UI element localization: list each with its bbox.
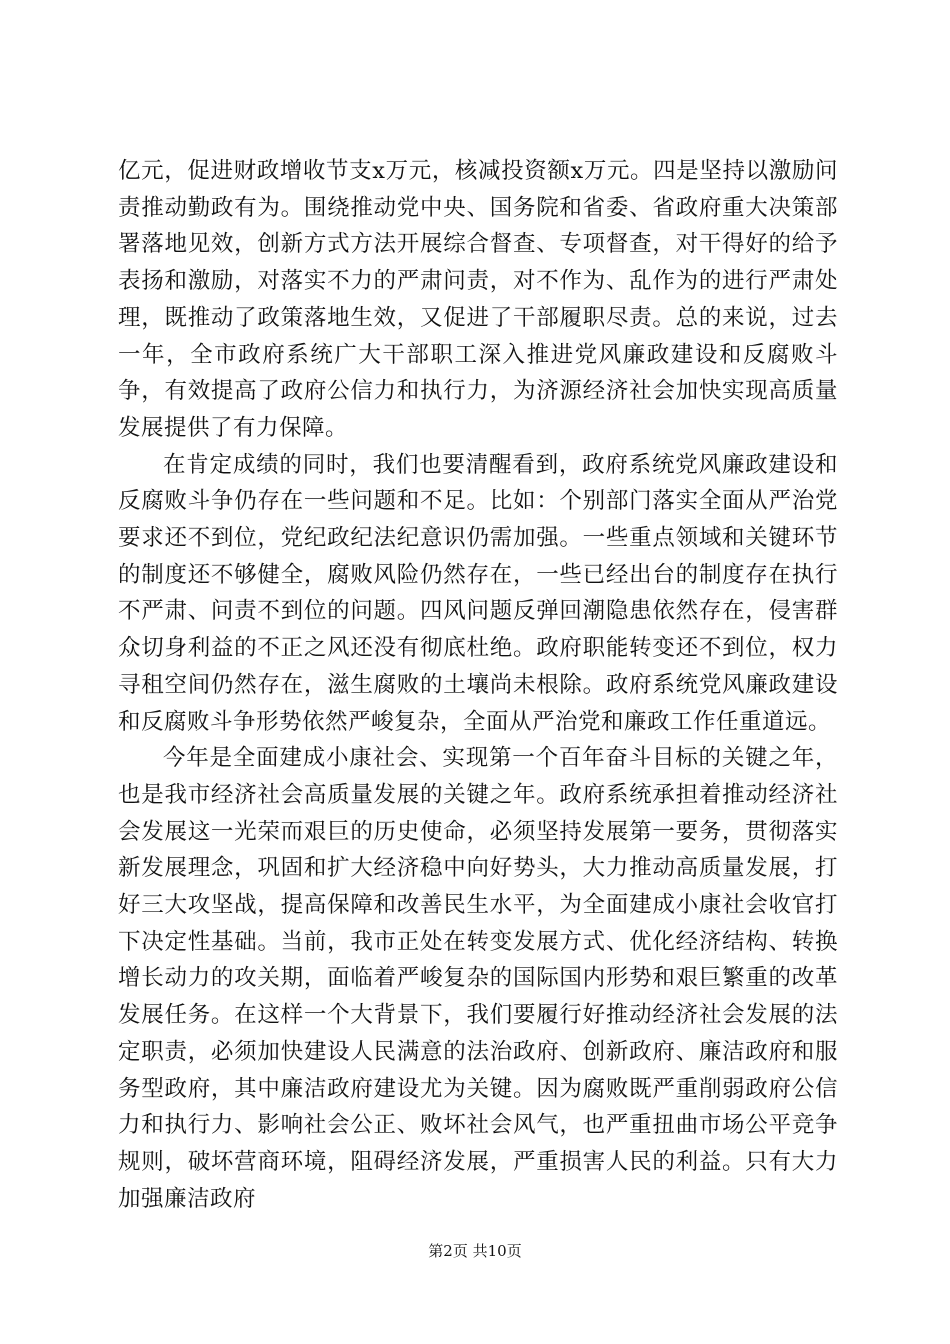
paragraph-problems: 在肯定成绩的同时，我们也要清醒看到，政府系统党风廉政建设和反腐败斗争仍存在一些问题和不足。比如：个别部门落实全面从严治党要求还不到位，党纪政纪法纪意识仍需加强。一些重点领域和关键环节的制度还不够健全，腐败风险仍然存在，一些已经出台的制度存在执行不严肃、问责不到位的问题。四风问题反弹回潮隐患依然存在，侵害群众切身利益的不正之风还没有彻底杜绝。政府职能转变还不到位，权力寻租空间仍然存在，滋生腐败的土壤尚未根除。政府系统党风廉政建设和反腐败斗争形势依然严峻复杂，全面从严治党和廉政工作任重道远。 <box>118 451 838 735</box>
document-body <box>118 153 838 1217</box>
paragraph-this-year: 今年是全面建成小康社会、实现第一个百年奋斗目标的关键之年，也是我市经济社会高质量发展的关键之年。政府系统承担着推动经济社会发展这一光荣而艰巨的历史使命，必须坚持发展第一要务，贯彻落实新发展理念，巩固和扩大经济稳中向好势头，大力推动高质量发展，打好三大攻坚战，提高保障和改善民生水平，为全面建成小康社会收官打下决定性基础。当前，我市正处在转变发展方式、优化经济结构、转换增长动力的攻关期，面临着严峻复杂的国际国内形势和艰巨繁重的改革发展任务。在这样一个大背景下，我们要履行好推动经济社会发展的法定职责，必须加快建设人民满意的法治政府、创新政府、廉洁政府和服务型政府，其中廉洁政府建设尤为关键。因为腐败既严重削弱政府公信力和执行力、影响社会公正、败坏社会风气，也严重扭曲市场公平竞争规则，破坏营商环境，阻碍经济发展，严重损害人民的利益。只有大力加强廉洁政府 <box>118 745 838 1212</box>
page-footer: 第2页 共10页 <box>428 1242 522 1260</box>
paragraph-continuation: 亿元，促进财政增收节支x万元，核减投资额x万元。四是坚持以激励问责推动勤政有为。围绕推动党中央、国务院和省委、省政府重大决策部署落地见效，创新方式方法开展综合督查、专项督查，对干得好的给予表扬和激励，对落实不力的严肃问责，对不作为、乱作为的进行严肃处理，既推动了政策落地生效，又促进了干部履职尽责。总的来说，过去一年，全市政府系统广大干部职工深入推进党风廉政建设和反腐败斗争，有效提高了政府公信力和执行力，为济源经济社会加快实现高质量发展提供了有力保障。 <box>118 158 838 441</box>
